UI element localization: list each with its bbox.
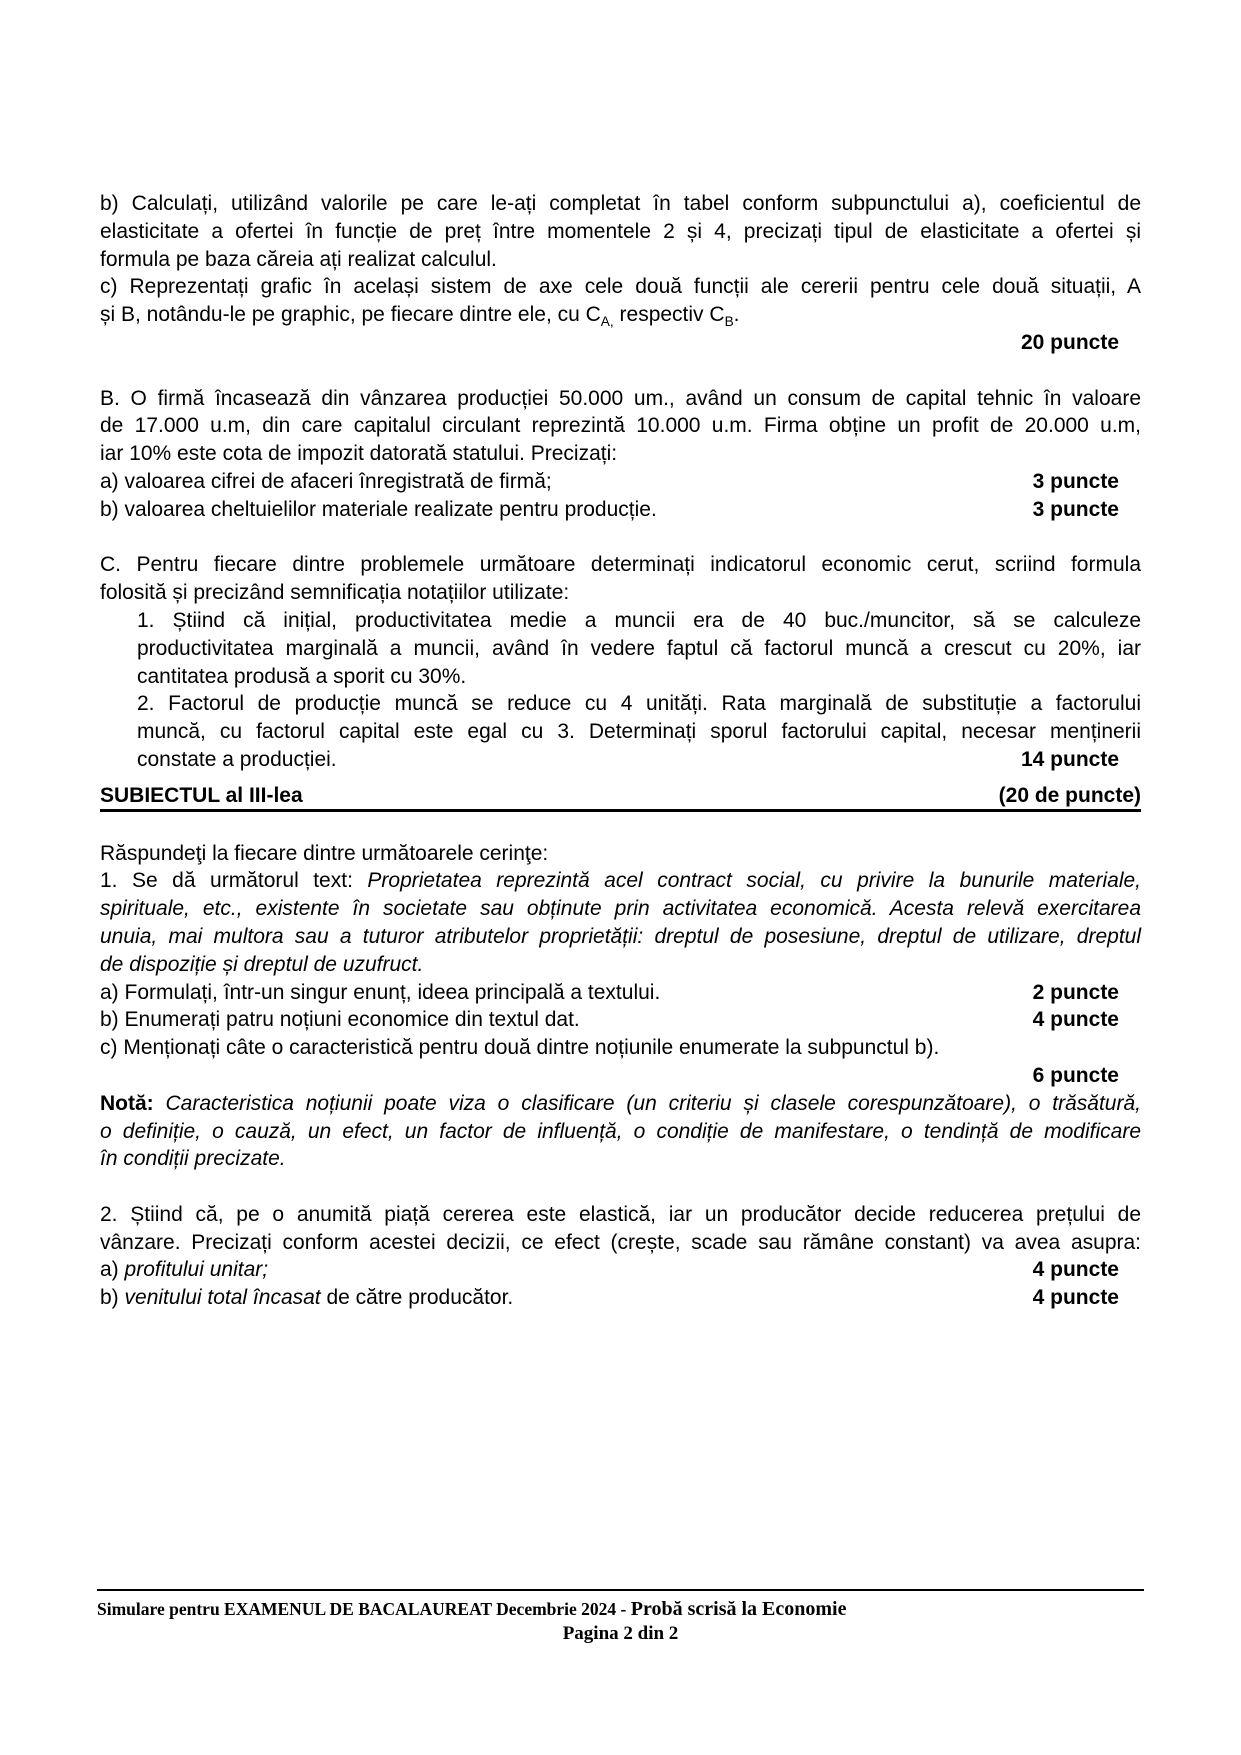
q2-item-a-label: a): [100, 1258, 125, 1282]
q1-item-a: [100, 979, 1141, 1007]
points-task-bc: 20 puncte: [1020, 330, 1119, 354]
points-label: 4 puncte: [1032, 1008, 1119, 1032]
exam-body: [100, 190, 1141, 1312]
task-B-item-a: [100, 468, 1141, 496]
task-c-line-2-text: și B, notându-le pe graphic, pe fiecare dintre ele, cu C: [100, 303, 601, 327]
q2-item-b-italic: venitului total încasat: [124, 1286, 321, 1310]
task-C-item2-line-1: 2. Factorul de producție muncă se reduce cu 4 unități. Rata marginală de substituție a factorului: [137, 692, 1141, 716]
task-B-item-b: [100, 496, 1141, 524]
task-c-line-1: c) Reprezentați grafic în același sistem de axe cele două funcții ale cererii pentru cele două situații, A: [100, 275, 1141, 299]
task-C-item1-line-2: productivitatea marginală a muncii, având în vedere faptul că factorul muncă a crescut cu 20%, iar: [137, 636, 1141, 660]
q2-line-2: vânzare. Precizați conform acestei decizii, ce efect (crește, scade sau rămâne constant) va avea asupra:: [100, 1230, 1141, 1254]
task-C-item2-line-2: muncă, cu factorul capital este egal cu 3. Determinați sporul factorului capital, necesar menținerii: [137, 720, 1141, 744]
q2-item-b-rest: de către producător.: [320, 1286, 514, 1310]
q1-item-b-text: b) Enumerați patru noțiuni economice din textul dat.: [100, 1008, 580, 1032]
task-C-intro-line-1: C. Pentru fiecare dintre problemele următoare determinați indicatorul economic cerut, scriind formula: [100, 553, 1141, 577]
points-label: 3 puncte: [1032, 497, 1119, 521]
subject3-heading-points: (20 de puncte): [998, 783, 1141, 807]
points-label: 14 puncte: [1020, 747, 1119, 771]
points-q1-item-c: 6 puncte: [1032, 1063, 1119, 1087]
task-B-line-2: de 17.000 u.m, din care capitalul circulant reprezintă 10.000 u.m. Firma obține un profit de 20.000 u.m,: [100, 414, 1141, 438]
q1-lead: 1. Se dă următorul text:: [100, 869, 368, 893]
q1-quote-line-1: Proprietatea reprezintă acel contract social, cu privire la bunurile materiale,: [367, 869, 1141, 893]
q2-item-b: [100, 1284, 1141, 1312]
subject3-intro: Răspundeţi la fiecare dintre următoarele cerinţe:: [100, 841, 549, 865]
task-c-line-2-mid: respectiv C: [613, 303, 725, 327]
note-text-1: Caracteristica noțiunii poate viza o clasificare (un criteriu și clasele corespunzătoare), o trăsătură,: [153, 1091, 1141, 1115]
task-c-line-2: [100, 301, 1141, 329]
q2-item-b-label: b): [100, 1286, 125, 1310]
points-label: 3 puncte: [1032, 469, 1119, 493]
q1-text-line-2: spirituale, etc., existente în societate sau obținute prin activitatea economică. Acesta relevă exercitarea: [100, 897, 1141, 921]
footer-exam-title-part1: Simulare pentru EXAMENUL DE BACALAUREAT Decembrie 2024 -: [97, 1599, 631, 1619]
blank-line: [100, 1173, 1141, 1201]
blank-line: [100, 524, 1141, 552]
q2-item-a-text: [100, 1256, 268, 1284]
note-label: Notă:: [100, 1091, 154, 1115]
q1-item-b: [100, 1006, 1141, 1034]
footer-exam-title-part2: Probă scrisă la Economie: [630, 1598, 847, 1620]
q1-item-c-text: c) Menționați câte o caracteristică pentru două dintre noțiunile enumerate la subpunctul b).: [100, 1036, 940, 1060]
task-B-item-b-text: b) valoarea cheltuielilor materiale realizate pentru producție.: [100, 497, 657, 521]
q1-note-line-2: o definiție, o cauză, un efect, un factor de influență, o condiție de manifestare, o tendință de modificare: [100, 1119, 1141, 1143]
task-C-intro-line-2: folosită și precizând semnificația notațiilor utilizate:: [100, 581, 570, 605]
points-label: 4 puncte: [1032, 1258, 1119, 1282]
footer-divider: [97, 1589, 1144, 1591]
q2-item-b-text: [100, 1284, 513, 1312]
points-label: 4 puncte: [1032, 1286, 1119, 1310]
subject3-heading: [100, 782, 1141, 812]
task-B-item-a-text: a) valoarea cifrei de afaceri înregistrată de firmă;: [100, 469, 552, 493]
q1-text-line-1: [100, 867, 1141, 895]
task-C-item2-line-3: [100, 746, 1141, 774]
blank-line: [100, 357, 1141, 385]
page-footer: [97, 1589, 1144, 1646]
task-B-line-1: B. O firmă încasează din vânzarea producției 50.000 um., având un consum de capital tehnic în valoare: [100, 386, 1141, 410]
task-c-line-2-end: .: [733, 303, 740, 327]
task-B-line-3: iar 10% este cota de impozit datorată statului. Precizați:: [100, 442, 618, 466]
q1-text-line-3: unuia, mai multora sau a tuturor atributelor proprietății: dreptul de posesiune, dreptul de utilizare, dreptul: [100, 924, 1141, 948]
q1-note-line-3: în condiții precizate.: [100, 1147, 286, 1171]
subscript-a: A,: [600, 314, 614, 330]
footer-page-number: Pagina 2 din 2: [562, 1623, 679, 1644]
q2-item-a: [100, 1256, 1141, 1284]
q2-item-a-italic: profitului unitar;: [124, 1258, 269, 1282]
footer-exam-title: [97, 1596, 1144, 1622]
subject3-heading-title: SUBIECTUL al III-lea: [100, 783, 303, 807]
task-b-line-2: elasticitate a ofertei în funcție de preț între momentele 2 și 4, precizați tipul de elasticitate a ofertei și: [100, 219, 1141, 243]
task-b-line-3: formula pe baza căreia ați realizat calculul.: [100, 247, 497, 271]
points-label: 2 puncte: [1032, 980, 1119, 1004]
task-C-item1-line-1: 1. Știind că inițial, productivitatea medie a muncii era de 40 buc./muncitor, să se calculeze: [137, 608, 1141, 632]
task-b-line-1: b) Calculați, utilizând valorile pe care le-ați completat în tabel conform subpunctului a), coeficientul de: [100, 192, 1141, 215]
q2-line-1: 2. Știind că, pe o anumită piață cererea este elastică, iar un producător decide reducerea prețului de: [100, 1202, 1141, 1226]
task-C-item2-last-text: constate a producției.: [137, 747, 337, 771]
q1-text-line-4: de dispoziție și dreptul de uzufruct.: [100, 952, 424, 976]
task-C-item1-line-3: cantitatea produsă a sporit cu 30%.: [137, 664, 467, 688]
blank-line: [100, 812, 1141, 840]
q1-item-a-text: a) Formulați, într-un singur enunț, ideea principală a textului.: [100, 980, 661, 1004]
subscript-b: B: [724, 314, 734, 330]
q1-note-line-1: [100, 1090, 1141, 1118]
